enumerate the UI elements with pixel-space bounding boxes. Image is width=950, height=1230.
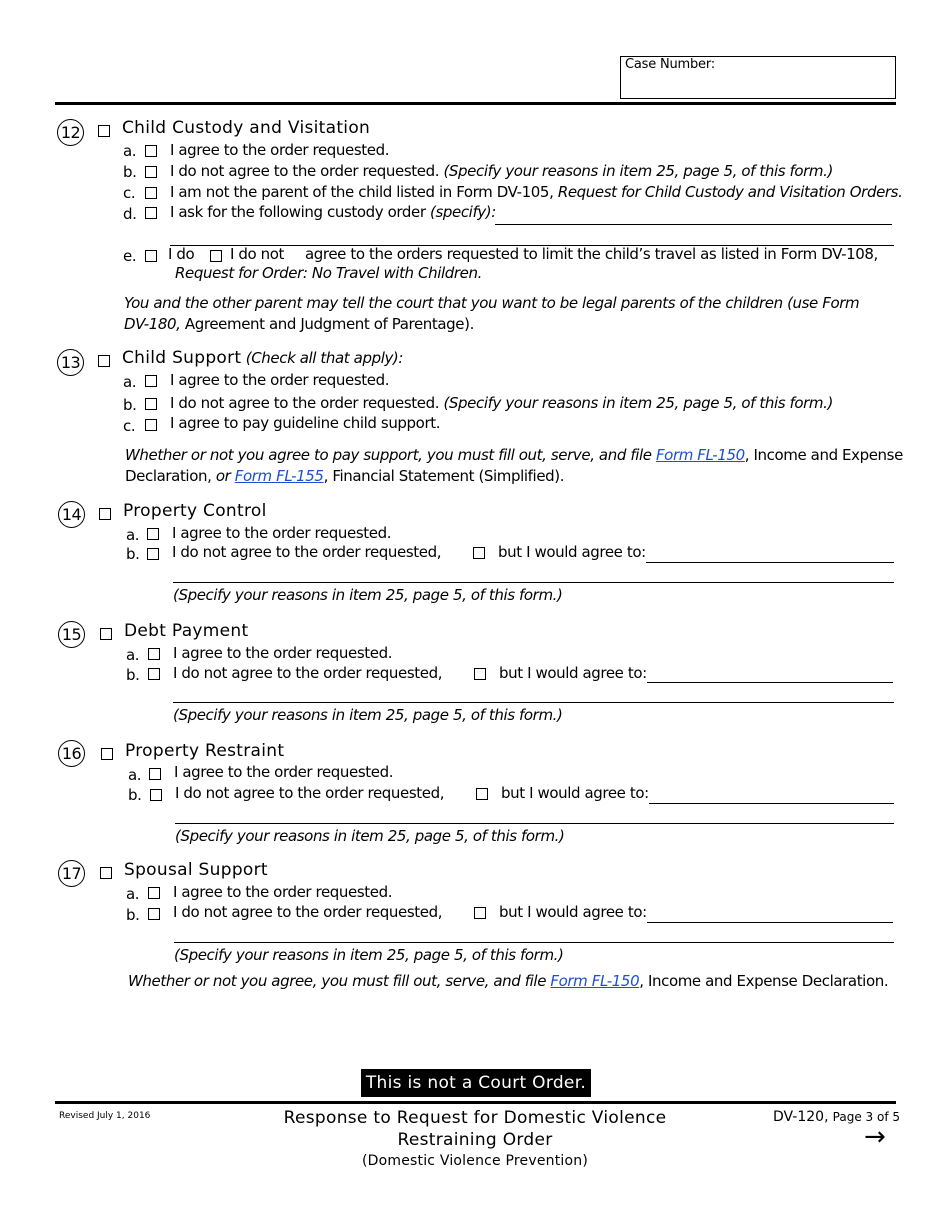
option-text: but I would agree to:	[501, 784, 649, 802]
checkbox-12b[interactable]	[145, 166, 157, 178]
heading-debt-payment: Debt Payment	[124, 621, 249, 641]
letter-b: b.	[126, 906, 140, 924]
revised-date: Revised July 1, 2016	[59, 1111, 151, 1121]
letter-e: e.	[123, 247, 137, 265]
checkbox-17b[interactable]	[148, 908, 160, 920]
checkbox-16b[interactable]	[150, 789, 162, 801]
option-text: I do not agree to the order requested,	[175, 784, 445, 802]
item-number-15: 15	[58, 621, 85, 648]
note-text: Whether or not you agree, you must fill out, serve, and file Form FL-150, Income and Expense Declaration.	[128, 972, 889, 990]
heading-child-custody: Child Custody and Visitation	[122, 118, 371, 138]
option-text: I do not agree to the order requested,	[172, 543, 442, 561]
footer-title-line-2: Restraining Order	[397, 1130, 553, 1150]
footer-subtitle: (Domestic Violence Prevention)	[361, 1153, 589, 1169]
checkbox-12a[interactable]	[145, 145, 157, 157]
alternate-order-line-2[interactable]	[174, 942, 894, 943]
reasons-note: (Specify your reasons in item 25, page 5, of this form.)	[175, 827, 565, 845]
option-text: I do not agree to the order requested,	[173, 664, 443, 682]
not-court-order-banner: This is not a Court Order.	[361, 1069, 591, 1097]
option-ido: I do	[168, 245, 195, 263]
letter-c: c.	[123, 417, 136, 435]
letter-a: a.	[128, 766, 142, 784]
checkbox-13[interactable]	[98, 355, 110, 367]
checkbox-14b-alt[interactable]	[473, 547, 485, 559]
option-text: but I would agree to:	[499, 664, 647, 682]
option-text: I agree to pay guideline child support.	[170, 414, 441, 432]
reasons-note: (Specify your reasons in item 25, page 5, of this form.)	[173, 706, 563, 724]
checkbox-17a[interactable]	[148, 887, 160, 899]
note-text: DV-180, Agreement and Judgment of Parentage).	[124, 315, 474, 333]
checkbox-17[interactable]	[100, 867, 112, 879]
checkbox-14b[interactable]	[147, 548, 159, 560]
alternate-order-line-1[interactable]	[649, 803, 894, 804]
checkbox-13a[interactable]	[145, 375, 157, 387]
letter-b: b.	[126, 545, 140, 563]
heading-spousal-support: Spousal Support	[124, 860, 268, 880]
option-text: I do not agree to the order requested,	[173, 903, 443, 921]
option-idonot: I do not	[230, 245, 285, 263]
alternate-order-line-1[interactable]	[647, 922, 893, 923]
item-number-16: 16	[58, 740, 85, 767]
option-text: but I would agree to:	[498, 543, 646, 561]
letter-a: a.	[126, 526, 140, 544]
letter-b: b.	[126, 666, 140, 684]
option-text: I do not agree to the order requested. (Specify your reasons in item 25, page 5, of this form.)	[170, 162, 833, 180]
checkbox-16a[interactable]	[149, 768, 161, 780]
option-text: I ask for the following custody order (specify):	[170, 203, 496, 221]
letter-c: c.	[123, 184, 136, 202]
letter-a: a.	[126, 646, 140, 664]
alternate-order-line-2[interactable]	[173, 582, 894, 583]
reasons-note: (Specify your reasons in item 25, page 5, of this form.)	[173, 586, 563, 604]
option-text: I am not the parent of the child listed in Form DV-105, Request for Child Custody and Visitation Orders.	[170, 183, 903, 201]
heading-child-support: Child Support (Check all that apply):	[122, 348, 404, 368]
option-text: I agree to the order requested.	[173, 644, 393, 662]
letter-b: b.	[123, 163, 137, 181]
custody-order-line-1[interactable]	[495, 224, 892, 225]
letter-b: b.	[123, 396, 137, 414]
letter-b: b.	[128, 786, 142, 804]
footer-title-line-1: Response to Request for Domestic Violence	[283, 1108, 667, 1128]
alternate-order-line-1[interactable]	[647, 682, 893, 683]
note-text: Declaration, or Form FL-155, Financial Statement (Simplified).	[125, 467, 565, 485]
reasons-note: (Specify your reasons in item 25, page 5, of this form.)	[174, 946, 564, 964]
checkbox-12[interactable]	[98, 125, 110, 137]
footer-rule	[55, 1101, 896, 1104]
heading-property-restraint: Property Restraint	[125, 741, 285, 761]
option-text: I agree to the order requested.	[170, 371, 390, 389]
case-number-box[interactable]	[620, 56, 896, 99]
checkbox-13c[interactable]	[145, 419, 157, 431]
option-text: agree to the orders requested to limit the child’s travel as listed in Form DV-108,	[305, 245, 878, 263]
option-text: Request for Order: No Travel with Children.	[175, 264, 482, 282]
form-fl155-link[interactable]: Form FL-155	[234, 467, 324, 485]
letter-a: a.	[123, 142, 137, 160]
checkbox-16b-alt[interactable]	[476, 788, 488, 800]
letter-d: d.	[123, 205, 137, 223]
checkbox-15a[interactable]	[148, 648, 160, 660]
item-number-12: 12	[57, 119, 84, 146]
alternate-order-line-1[interactable]	[646, 562, 894, 563]
heading-property-control: Property Control	[123, 501, 267, 521]
checkbox-12e-ido[interactable]	[145, 250, 157, 262]
note-text: Whether or not you agree to pay support, you must fill out, serve, and file Form FL-150, Income and Expense	[125, 446, 903, 464]
case-number-label: Case Number:	[625, 57, 715, 72]
checkbox-15b-alt[interactable]	[474, 668, 486, 680]
form-fl150-link[interactable]: Form FL-150	[550, 972, 640, 990]
checkbox-14a[interactable]	[147, 528, 159, 540]
option-text: but I would agree to:	[499, 903, 647, 921]
option-text: I do not agree to the order requested. (Specify your reasons in item 25, page 5, of this form.)	[170, 394, 833, 412]
form-fl150-link[interactable]: Form FL-150	[655, 446, 745, 464]
item-number-13: 13	[57, 349, 84, 376]
checkbox-16[interactable]	[101, 748, 113, 760]
alternate-order-line-2[interactable]	[173, 702, 894, 703]
option-text: I agree to the order requested.	[173, 883, 393, 901]
item-number-14: 14	[58, 501, 85, 528]
checkbox-13b[interactable]	[145, 398, 157, 410]
option-text: I agree to the order requested.	[174, 763, 394, 781]
checkbox-12c[interactable]	[145, 187, 157, 199]
alternate-order-line-2[interactable]	[175, 823, 894, 824]
next-page-arrow-icon[interactable]: →	[864, 1122, 886, 1152]
checkbox-12d[interactable]	[145, 207, 157, 219]
checkbox-12e-idonot[interactable]	[210, 250, 222, 262]
checkbox-14[interactable]	[99, 508, 111, 520]
letter-a: a.	[123, 373, 137, 391]
option-text: I agree to the order requested.	[170, 141, 390, 159]
checkbox-15b[interactable]	[148, 668, 160, 680]
option-text: I agree to the order requested.	[172, 524, 392, 542]
checkbox-15[interactable]	[100, 628, 112, 640]
header-rule	[55, 102, 896, 105]
letter-a: a.	[126, 885, 140, 903]
item-number-17: 17	[58, 860, 85, 887]
checkbox-17b-alt[interactable]	[474, 907, 486, 919]
note-text: You and the other parent may tell the court that you want to be legal parents of the children (use Form	[124, 294, 860, 312]
form-id: DV-120, Page 3 of 5	[773, 1109, 900, 1125]
